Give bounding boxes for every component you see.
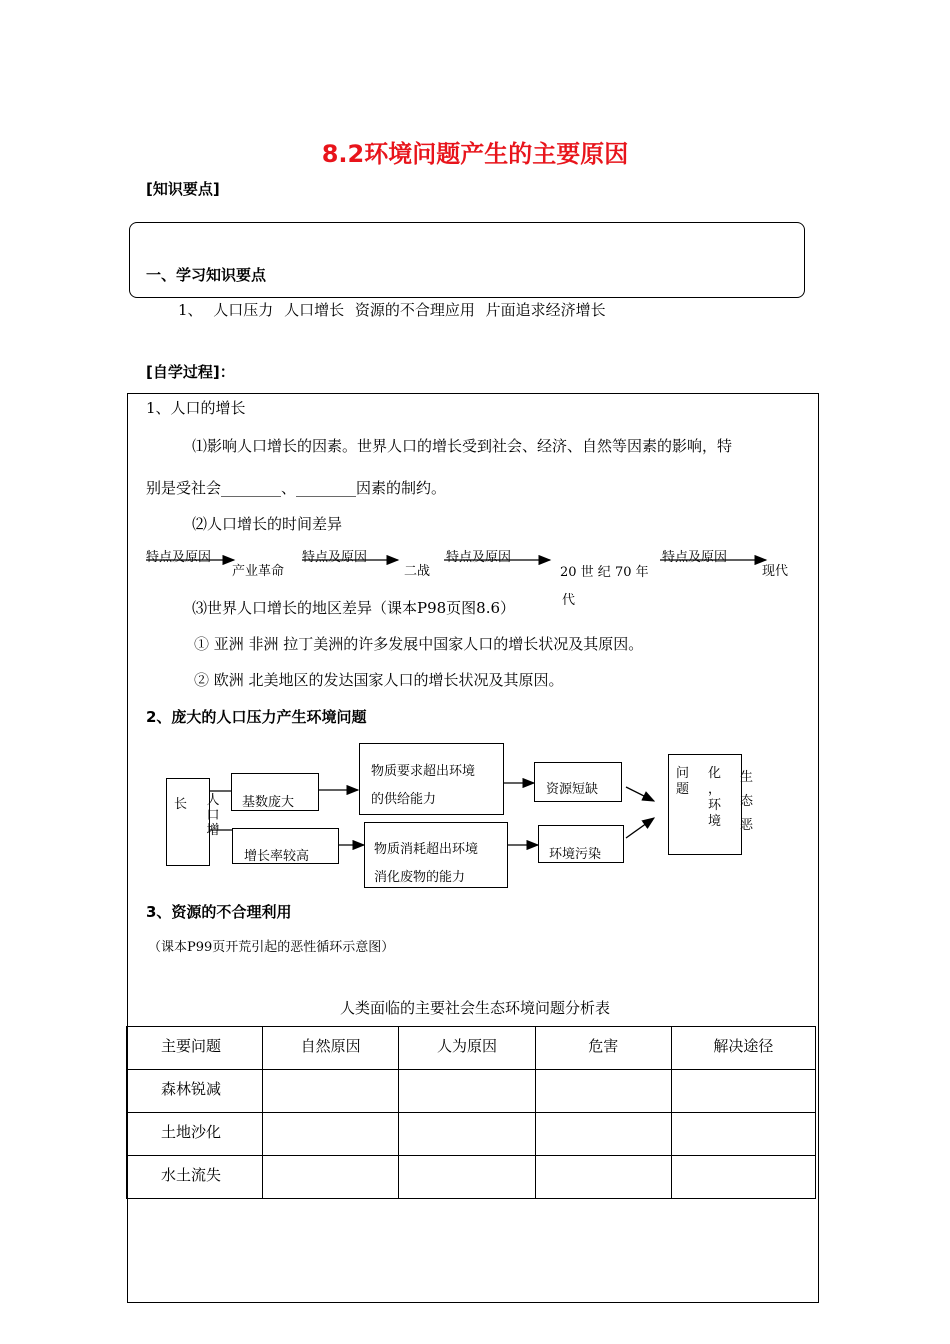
shortage-label: 资源短缺 [546,782,599,797]
table-cell [671,1156,815,1199]
final-col1: 问 题 [676,766,690,797]
table-title: 人类面临的主要社会生态环境问题分析表 [339,999,610,1017]
stage-1970s: 20 世 纪 70 年 [560,565,649,580]
row-problem: 森林锐减 [127,1070,263,1113]
stage-1970s-cont: 代 [562,593,576,608]
table-cell [263,1070,399,1113]
col-header: 人为原因 [399,1027,535,1070]
col-header: 自然原因 [263,1027,399,1070]
s3-note: （课本P99页开荒引起的恶性循环示意图） [148,940,395,955]
s1-heading: 1、人口的增长 [146,399,246,417]
final-col3: 生 态 恶 [740,770,754,833]
population-growth-box [166,778,210,866]
s1-p1-line2: 别是受社会________、________因素的制约。 [146,479,447,497]
analysis-table [126,1026,816,1199]
stage-wwii: 二战 [404,564,431,579]
timeline-label-4: 特点及原因 [662,550,728,565]
table-cell [535,1070,671,1113]
stage-industrial-revolution: 产业革命 [232,564,285,579]
left-vertical: 人 口 增 [206,793,220,838]
table-cell [263,1113,399,1156]
table-row [127,1070,816,1113]
final-col2: 化 ， 环 境 [708,766,722,829]
demand-line1: 物质要求超出环境 [371,764,476,779]
table-cell [671,1113,815,1156]
table-row [127,1113,816,1156]
col-header: 危害 [535,1027,671,1070]
consume-line1: 物质消耗超出环境 [374,842,479,857]
table-cell [399,1070,535,1113]
timeline-label-2: 特点及原因 [302,550,368,565]
row-problem: 水土流失 [127,1156,263,1199]
s1-item1: ① 亚洲 非洲 拉丁美洲的许多发展中国家人口的增长状况及其原因。 [194,635,644,653]
pollution-label: 环境污染 [549,847,602,862]
table-cell [263,1156,399,1199]
col-header: 解决途径 [671,1027,815,1070]
table-cell [535,1113,671,1156]
table-cell [399,1113,535,1156]
rate-label: 增长率较高 [244,849,310,864]
knowledge-header: [知识要点] [146,180,220,198]
timeline-label-1: 特点及原因 [146,550,212,565]
table-cell [399,1156,535,1199]
point-one: 1、 人口压力 人口增长 资源的不合理应用 片面追求经济增长 [178,301,606,319]
section-one-heading: 一、学习知识要点 [146,266,267,284]
table-cell [535,1156,671,1199]
s2-heading: 2、庞大的人口压力产生环境问题 [146,708,367,726]
timeline-label-3: 特点及原因 [446,550,512,565]
left-char: 长 [174,797,188,812]
col-header: 主要问题 [127,1027,263,1070]
table-row [127,1156,816,1199]
demand-line2: 的供给能力 [371,792,437,807]
s3-heading: 3、资源的不合理利用 [146,903,292,921]
consume-line2: 消化废物的能力 [374,870,466,885]
s1-p3: ⑶世界人口增长的地区差异（课本P98页图8.6） [192,599,516,617]
s1-item2: ② 欧洲 北美地区的发达国家人口的增长状况及其原因。 [194,671,564,689]
page-title: 8.2环境问题产生的主要原因 [321,140,629,168]
table-cell [671,1070,815,1113]
s1-p2: ⑵人口增长的时间差异 [192,515,343,533]
base-label: 基数庞大 [242,795,295,810]
row-problem: 土地沙化 [127,1113,263,1156]
stage-modern: 现代 [762,564,789,579]
self-study-header: [自学过程]： [146,363,235,381]
table-header-row [127,1027,816,1070]
s1-p1-line1: ⑴影响人口增长的因素。世界人口的增长受到社会、经济、自然等因素的影响，特 [192,437,733,455]
